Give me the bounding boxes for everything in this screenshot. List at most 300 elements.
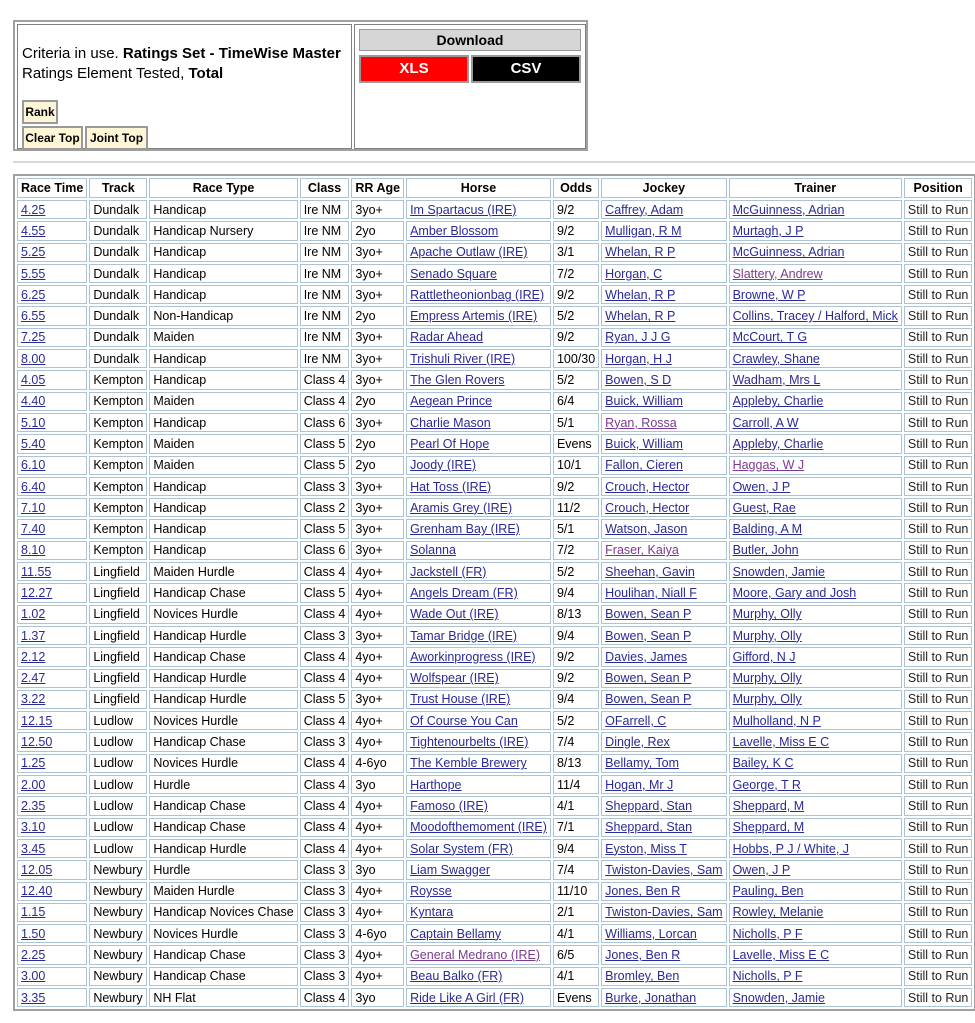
race-time-cell <box>17 818 87 837</box>
race-time-link[interactable]: 12.50 <box>21 735 53 750</box>
trainer-link[interactable]: Moore, Gary and Josh <box>732 585 857 600</box>
runners-table <box>13 174 975 1011</box>
horse-link[interactable]: The Kemble Brewery <box>410 756 527 771</box>
trainer-link[interactable]: Crawley, Shane <box>732 351 820 366</box>
race-time-link[interactable]: 6.25 <box>21 287 46 302</box>
rr-age-cell: 3yo+ <box>351 413 404 432</box>
horse-link[interactable]: Ride Like A Girl (FR) <box>410 990 524 1005</box>
horse-link[interactable]: Trust House (IRE) <box>410 692 511 707</box>
track-cell: Dundalk <box>89 243 147 262</box>
race-time-link[interactable]: 1.50 <box>21 926 46 941</box>
race-time-cell <box>17 945 87 964</box>
horse-cell <box>406 860 551 879</box>
header-race-time[interactable]: Race Time <box>17 178 87 198</box>
race-time-link[interactable]: 2.47 <box>21 671 46 686</box>
jockey-link[interactable]: Whelan, R P <box>605 245 676 260</box>
trainer-cell <box>729 903 902 922</box>
race-time-link[interactable]: 5.25 <box>21 245 46 260</box>
horse-link[interactable]: Aramis Grey (IRE) <box>410 500 513 515</box>
jockey-cell <box>601 967 726 986</box>
horse-cell <box>406 605 551 624</box>
trainer-link[interactable]: Owen, J P <box>732 479 791 494</box>
jockey-link[interactable]: Fraser, Kaiya <box>605 543 679 558</box>
trainer-link[interactable]: Snowden, Jamie <box>732 990 825 1005</box>
horse-cell <box>406 456 551 475</box>
jockey-link[interactable]: Bellamy, Tom <box>605 756 680 771</box>
jockey-cell <box>601 243 726 262</box>
race-time-cell <box>17 775 87 794</box>
jockey-link[interactable]: Whelan, R P <box>605 309 676 324</box>
race-time-link[interactable]: 12.27 <box>21 585 53 600</box>
jockey-link[interactable]: Whelan, R P <box>605 287 676 302</box>
position-cell: Still to Run <box>904 434 972 453</box>
race-time-cell <box>17 669 87 688</box>
position-cell: Still to Run <box>904 349 972 368</box>
trainer-link[interactable]: Bailey, K C <box>732 756 794 771</box>
jockey-link[interactable]: Watson, Jason <box>605 522 688 537</box>
trainer-link[interactable]: Pauling, Ben <box>732 884 804 899</box>
trainer-cell <box>729 243 902 262</box>
odds-cell: 4/1 <box>553 796 599 815</box>
horse-link[interactable]: General Medrano (IRE) <box>410 948 540 963</box>
trainer-link[interactable]: Butler, John <box>732 543 799 558</box>
trainer-cell <box>729 498 902 517</box>
horse-link[interactable]: Pearl Of Hope <box>410 436 490 451</box>
race-time-link[interactable]: 6.10 <box>21 458 46 473</box>
race-time-cell <box>17 711 87 730</box>
table-row <box>17 754 972 773</box>
horse-link[interactable]: Beau Balko (FR) <box>410 969 503 984</box>
race-time-link[interactable]: 1.15 <box>21 905 46 920</box>
horse-link[interactable]: Joody (IRE) <box>410 458 477 473</box>
horse-link[interactable]: Empress Artemis (IRE) <box>410 309 538 324</box>
rr-age-cell: 2yo <box>351 306 404 325</box>
trainer-link[interactable]: McCourt, T G <box>732 330 808 345</box>
race-time-link[interactable]: 7.25 <box>21 330 46 345</box>
jockey-link[interactable]: Twiston-Davies, Sam <box>605 862 723 877</box>
horse-link[interactable]: Grenham Bay (IRE) <box>410 522 520 537</box>
trainer-link[interactable]: Carroll, A W <box>732 415 799 430</box>
jockey-cell <box>601 370 726 389</box>
trainer-cell <box>729 477 902 496</box>
horse-link[interactable]: Roysse <box>410 884 452 899</box>
odds-cell: 5/2 <box>553 370 599 389</box>
class-cell: Ire NM <box>300 200 350 219</box>
horse-link[interactable]: Rattletheonionbag (IRE) <box>410 287 545 302</box>
race-time-link[interactable]: 1.25 <box>21 756 46 771</box>
race-time-link[interactable]: 5.40 <box>21 436 46 451</box>
horse-link[interactable]: Tamar Bridge (IRE) <box>410 628 518 643</box>
table-row <box>17 647 972 666</box>
horse-link[interactable]: Angels Dream (FR) <box>410 585 518 600</box>
jockey-link[interactable]: Bowen, Sean P <box>605 628 692 643</box>
trainer-link[interactable]: Owen, J P <box>732 862 791 877</box>
race-time-link[interactable]: 7.40 <box>21 522 46 537</box>
position-cell: Still to Run <box>904 285 972 304</box>
race-time-link[interactable]: 5.55 <box>21 266 46 281</box>
trainer-link[interactable]: Slattery, Andrew <box>732 266 823 281</box>
jockey-link[interactable]: Bowen, S D <box>605 373 672 388</box>
jockey-link[interactable]: Buick, William <box>605 394 683 409</box>
trainer-link[interactable]: Sheppard, M <box>732 798 805 813</box>
odds-cell: 9/4 <box>553 690 599 709</box>
horse-cell <box>406 669 551 688</box>
jockey-cell <box>601 477 726 496</box>
race-type-cell: Handicap Chase <box>149 647 297 666</box>
position-cell: Still to Run <box>904 775 972 794</box>
race-time-link[interactable]: 4.40 <box>21 394 46 409</box>
race-time-link[interactable]: 12.15 <box>21 713 53 728</box>
race-time-link[interactable]: 11.55 <box>21 564 52 579</box>
horse-cell <box>406 434 551 453</box>
race-type-cell: Maiden <box>149 434 297 453</box>
jockey-link[interactable]: Fallon, Cieren <box>605 458 683 473</box>
class-cell: Class 4 <box>300 839 350 858</box>
horse-link[interactable]: Senado Square <box>410 266 497 281</box>
trainer-link[interactable]: Murphy, Olly <box>732 628 802 643</box>
track-cell: Dundalk <box>89 200 147 219</box>
horse-link[interactable]: Hat Toss (IRE) <box>410 479 492 494</box>
jockey-link[interactable]: Jones, Ben R <box>605 948 681 963</box>
jockey-link[interactable]: Horgan, H J <box>605 351 672 366</box>
trainer-link[interactable]: Hobbs, P J / White, J <box>732 841 850 856</box>
trainer-cell <box>729 370 902 389</box>
track-cell: Newbury <box>89 882 147 901</box>
race-time-cell <box>17 392 87 411</box>
jockey-link[interactable]: Bowen, Sean P <box>605 692 692 707</box>
jockey-link[interactable]: Ryan, Rossa <box>605 415 677 430</box>
trainer-cell <box>729 988 902 1007</box>
horse-link[interactable]: Moodofthemoment (IRE) <box>410 820 547 835</box>
race-time-cell <box>17 306 87 325</box>
xls-download-button[interactable]: XLS <box>359 55 469 83</box>
odds-cell: 11/10 <box>553 882 599 901</box>
jockey-link[interactable]: Buick, William <box>605 436 683 451</box>
class-cell: Class 5 <box>300 583 350 602</box>
race-type-cell: Handicap <box>149 200 297 219</box>
track-cell: Kempton <box>89 541 147 560</box>
trainer-link[interactable]: Mulholland, N P <box>732 713 821 728</box>
table-row <box>17 477 972 496</box>
jockey-cell <box>601 583 726 602</box>
race-time-link[interactable]: 1.02 <box>21 607 46 622</box>
trainer-link[interactable]: Murphy, Olly <box>732 692 802 707</box>
horse-link[interactable]: Liam Swagger <box>410 862 490 877</box>
table-row <box>17 626 972 645</box>
race-type-cell: Handicap <box>149 370 297 389</box>
trainer-link[interactable]: Nicholls, P F <box>732 969 803 984</box>
jockey-link[interactable]: Ryan, J J G <box>605 330 671 345</box>
class-cell: Class 6 <box>300 413 350 432</box>
header-race-type[interactable]: Race Type <box>149 178 297 198</box>
race-time-link[interactable]: 12.05 <box>21 862 53 877</box>
horse-cell <box>406 690 551 709</box>
odds-cell: 9/2 <box>553 200 599 219</box>
header-track[interactable]: Track <box>89 178 147 198</box>
header-horse[interactable]: Horse <box>406 178 551 198</box>
race-time-link[interactable]: 3.22 <box>21 692 46 707</box>
race-time-link[interactable]: 2.00 <box>21 777 46 792</box>
horse-cell <box>406 988 551 1007</box>
jockey-link[interactable]: Mulligan, R M <box>605 223 682 238</box>
odds-cell: 7/2 <box>553 264 599 283</box>
jockey-link[interactable]: Sheehan, Gavin <box>605 564 695 579</box>
race-time-cell <box>17 690 87 709</box>
trainer-link[interactable]: Haggas, W J <box>732 458 805 473</box>
horse-link[interactable]: Trishuli River (IRE) <box>410 351 516 366</box>
trainer-cell <box>729 562 902 581</box>
trainer-link[interactable]: Lavelle, Miss E C <box>732 948 830 963</box>
position-cell: Still to Run <box>904 860 972 879</box>
race-type-cell: Novices Hurdle <box>149 754 297 773</box>
jockey-link[interactable]: Twiston-Davies, Sam <box>605 905 723 920</box>
trainer-link[interactable]: Murphy, Olly <box>732 671 802 686</box>
class-cell: Class 5 <box>300 690 350 709</box>
horse-cell <box>406 839 551 858</box>
horse-link[interactable]: Charlie Mason <box>410 415 491 430</box>
position-cell: Still to Run <box>904 796 972 815</box>
horse-link[interactable]: Captain Bellamy <box>410 926 502 941</box>
trainer-cell <box>729 605 902 624</box>
race-time-link[interactable]: 12.40 <box>21 884 53 899</box>
horse-link[interactable]: Aegean Prince <box>410 394 493 409</box>
trainer-link[interactable]: McGuinness, Adrian <box>732 202 845 217</box>
race-time-link[interactable]: 6.40 <box>21 479 46 494</box>
jockey-link[interactable]: OFarrell, C <box>605 713 667 728</box>
jockey-link[interactable]: Dingle, Rex <box>605 735 670 750</box>
rr-age-cell: 4yo+ <box>351 945 404 964</box>
trainer-cell <box>729 626 902 645</box>
track-cell: Kempton <box>89 370 147 389</box>
race-type-cell: Handicap Chase <box>149 945 297 964</box>
jockey-link[interactable]: Eyston, Miss T <box>605 841 687 856</box>
class-cell: Class 3 <box>300 626 350 645</box>
race-time-link[interactable]: 2.35 <box>21 798 46 813</box>
rr-age-cell: 3yo <box>351 775 404 794</box>
horse-link[interactable]: Famoso (IRE) <box>410 798 488 813</box>
trainer-link[interactable]: Sheppard, M <box>732 820 805 835</box>
horse-link[interactable]: Solanna <box>410 543 456 558</box>
position-cell: Still to Run <box>904 264 972 283</box>
jockey-cell <box>601 860 726 879</box>
track-cell: Lingfield <box>89 690 147 709</box>
table-row <box>17 200 972 219</box>
trainer-link[interactable]: Balding, A M <box>732 522 803 537</box>
position-cell: Still to Run <box>904 392 972 411</box>
horse-cell <box>406 221 551 240</box>
race-time-link[interactable]: 4.05 <box>21 373 46 388</box>
class-cell: Class 4 <box>300 754 350 773</box>
trainer-link[interactable]: Nicholls, P F <box>732 926 803 941</box>
csv-download-button[interactable]: CSV <box>471 55 581 83</box>
jockey-link[interactable]: Jones, Ben R <box>605 884 681 899</box>
trainer-link[interactable]: Guest, Rae <box>732 500 796 515</box>
jockey-link[interactable]: Bowen, Sean P <box>605 607 692 622</box>
horse-link[interactable]: Harthope <box>410 777 462 792</box>
jockey-cell <box>601 690 726 709</box>
horse-link[interactable]: Radar Ahead <box>410 330 484 345</box>
rr-age-cell: 3yo+ <box>351 349 404 368</box>
header-class[interactable]: Class <box>300 178 350 198</box>
table-row <box>17 392 972 411</box>
race-time-link[interactable]: 3.00 <box>21 969 46 984</box>
trainer-link[interactable]: Snowden, Jamie <box>732 564 825 579</box>
race-time-link[interactable]: 2.12 <box>21 649 46 664</box>
race-time-link[interactable]: 7.10 <box>21 500 46 515</box>
race-time-link[interactable]: 6.55 <box>21 309 46 324</box>
horse-link[interactable]: Jackstell (FR) <box>410 564 487 579</box>
track-cell: Kempton <box>89 413 147 432</box>
race-time-link[interactable]: 1.37 <box>21 628 46 643</box>
horse-link[interactable]: Wolfspear (IRE) <box>410 671 499 686</box>
race-time-link[interactable]: 4.55 <box>21 223 46 238</box>
trainer-link[interactable]: Wadham, Mrs L <box>732 373 821 388</box>
race-type-cell: Handicap Chase <box>149 583 297 602</box>
jockey-link[interactable]: Hogan, Mr J <box>605 777 674 792</box>
table-row <box>17 541 972 560</box>
race-time-link[interactable]: 8.00 <box>21 351 46 366</box>
horse-link[interactable]: Wade Out (IRE) <box>410 607 499 622</box>
horse-link[interactable]: Apache Outlaw (IRE) <box>410 245 528 260</box>
jockey-link[interactable]: Horgan, C <box>605 266 663 281</box>
trainer-link[interactable]: Gifford, N J <box>732 649 796 664</box>
odds-cell: 8/13 <box>553 754 599 773</box>
header-position[interactable]: Position <box>904 178 972 198</box>
horse-link[interactable]: Solar System (FR) <box>410 841 513 856</box>
jockey-cell <box>601 732 726 751</box>
track-cell: Kempton <box>89 392 147 411</box>
track-cell: Newbury <box>89 860 147 879</box>
jockey-link[interactable]: Williams, Lorcan <box>605 926 697 941</box>
track-cell: Lingfield <box>89 647 147 666</box>
rr-age-cell: 4yo+ <box>351 903 404 922</box>
jockey-cell <box>601 328 726 347</box>
trainer-link[interactable]: Rowley, Melanie <box>732 905 824 920</box>
class-cell: Class 3 <box>300 967 350 986</box>
horse-cell <box>406 796 551 815</box>
trainer-link[interactable]: Collins, Tracey / Halford, Mick <box>732 309 898 324</box>
class-cell: Ire NM <box>300 349 350 368</box>
class-cell: Class 4 <box>300 711 350 730</box>
race-type-cell: Handicap <box>149 498 297 517</box>
horse-link[interactable]: Im Spartacus (IRE) <box>410 202 517 217</box>
rr-age-cell: 4-6yo <box>351 924 404 943</box>
race-time-link[interactable]: 3.35 <box>21 990 46 1005</box>
rr-age-cell: 4yo+ <box>351 732 404 751</box>
jockey-link[interactable]: Sheppard, Stan <box>605 820 693 835</box>
race-type-cell: Handicap <box>149 285 297 304</box>
race-time-link[interactable]: 2.25 <box>21 948 46 963</box>
trainer-link[interactable]: Appleby, Charlie <box>732 436 824 451</box>
jockey-cell <box>601 754 726 773</box>
header-odds[interactable]: Odds <box>553 178 599 198</box>
clear-top-button[interactable]: Clear Top <box>22 126 83 150</box>
race-type-cell: Handicap <box>149 477 297 496</box>
trainer-link[interactable]: Murphy, Olly <box>732 607 802 622</box>
horse-link[interactable]: Tightenourbelts (IRE) <box>410 735 529 750</box>
odds-cell: 7/2 <box>553 541 599 560</box>
race-time-cell <box>17 434 87 453</box>
jockey-link[interactable]: Burke, Jonathan <box>605 990 697 1005</box>
race-time-link[interactable]: 3.10 <box>21 820 46 835</box>
race-time-link[interactable]: 8.10 <box>21 543 46 558</box>
race-type-cell: Handicap <box>149 349 297 368</box>
jockey-link[interactable]: Bromley, Ben <box>605 969 680 984</box>
horse-link[interactable]: Kyntara <box>410 905 454 920</box>
jockey-link[interactable]: Caffrey, Adam <box>605 202 684 217</box>
rr-age-cell: 3yo+ <box>351 477 404 496</box>
rr-age-cell: 4-6yo <box>351 754 404 773</box>
rank-button[interactable]: Rank <box>22 100 58 124</box>
header-jockey[interactable]: Jockey <box>601 178 726 198</box>
horse-link[interactable]: The Glen Rovers <box>410 373 505 388</box>
jockey-link[interactable]: Houlihan, Niall F <box>605 585 697 600</box>
jockey-link[interactable]: Crouch, Hector <box>605 479 690 494</box>
class-cell: Class 4 <box>300 818 350 837</box>
race-type-cell: Handicap <box>149 541 297 560</box>
ratings-element-prefix: Ratings Element Tested, <box>22 65 185 82</box>
jockey-link[interactable]: Davies, James <box>605 649 688 664</box>
table-row <box>17 349 972 368</box>
horse-link[interactable]: Amber Blossom <box>410 223 499 238</box>
trainer-cell <box>729 839 902 858</box>
trainer-link[interactable]: Murtagh, J P <box>732 223 804 238</box>
trainer-link[interactable]: McGuinness, Adrian <box>732 245 845 260</box>
rr-age-cell: 3yo+ <box>351 328 404 347</box>
horse-cell <box>406 818 551 837</box>
position-cell: Still to Run <box>904 711 972 730</box>
track-cell: Kempton <box>89 456 147 475</box>
jockey-link[interactable]: Crouch, Hector <box>605 500 690 515</box>
race-time-link[interactable]: 3.45 <box>21 841 46 856</box>
trainer-link[interactable]: Lavelle, Miss E C <box>732 735 830 750</box>
race-time-link[interactable]: 5.10 <box>21 415 46 430</box>
trainer-cell <box>729 541 902 560</box>
horse-link[interactable]: Aworkinprogress (IRE) <box>410 649 536 664</box>
criteria-panel <box>13 20 588 151</box>
race-type-cell: Handicap Hurdle <box>149 669 297 688</box>
table-row <box>17 690 972 709</box>
trainer-link[interactable]: Browne, W P <box>732 287 806 302</box>
joint-top-button[interactable]: Joint Top <box>85 126 148 150</box>
horse-link[interactable]: Of Course You Can <box>410 713 518 728</box>
table-row <box>17 413 972 432</box>
class-cell: Class 4 <box>300 605 350 624</box>
jockey-cell <box>601 988 726 1007</box>
rr-age-cell: 3yo+ <box>351 498 404 517</box>
position-cell: Still to Run <box>904 306 972 325</box>
header-trainer[interactable]: Trainer <box>729 178 902 198</box>
jockey-cell <box>601 519 726 538</box>
horse-cell <box>406 626 551 645</box>
odds-cell: 100/30 <box>553 349 599 368</box>
race-time-link[interactable]: 4.25 <box>21 202 46 217</box>
trainer-link[interactable]: George, T R <box>732 777 801 792</box>
table-row <box>17 605 972 624</box>
table-header-row <box>17 178 972 198</box>
rr-age-cell: 3yo+ <box>351 370 404 389</box>
track-cell: Kempton <box>89 498 147 517</box>
jockey-link[interactable]: Sheppard, Stan <box>605 798 693 813</box>
jockey-link[interactable]: Bowen, Sean P <box>605 671 692 686</box>
class-cell: Class 4 <box>300 669 350 688</box>
trainer-cell <box>729 945 902 964</box>
odds-cell: 6/5 <box>553 945 599 964</box>
trainer-cell <box>729 924 902 943</box>
trainer-link[interactable]: Appleby, Charlie <box>732 394 824 409</box>
header-rr-age[interactable]: RR Age <box>351 178 404 198</box>
position-cell: Still to Run <box>904 562 972 581</box>
